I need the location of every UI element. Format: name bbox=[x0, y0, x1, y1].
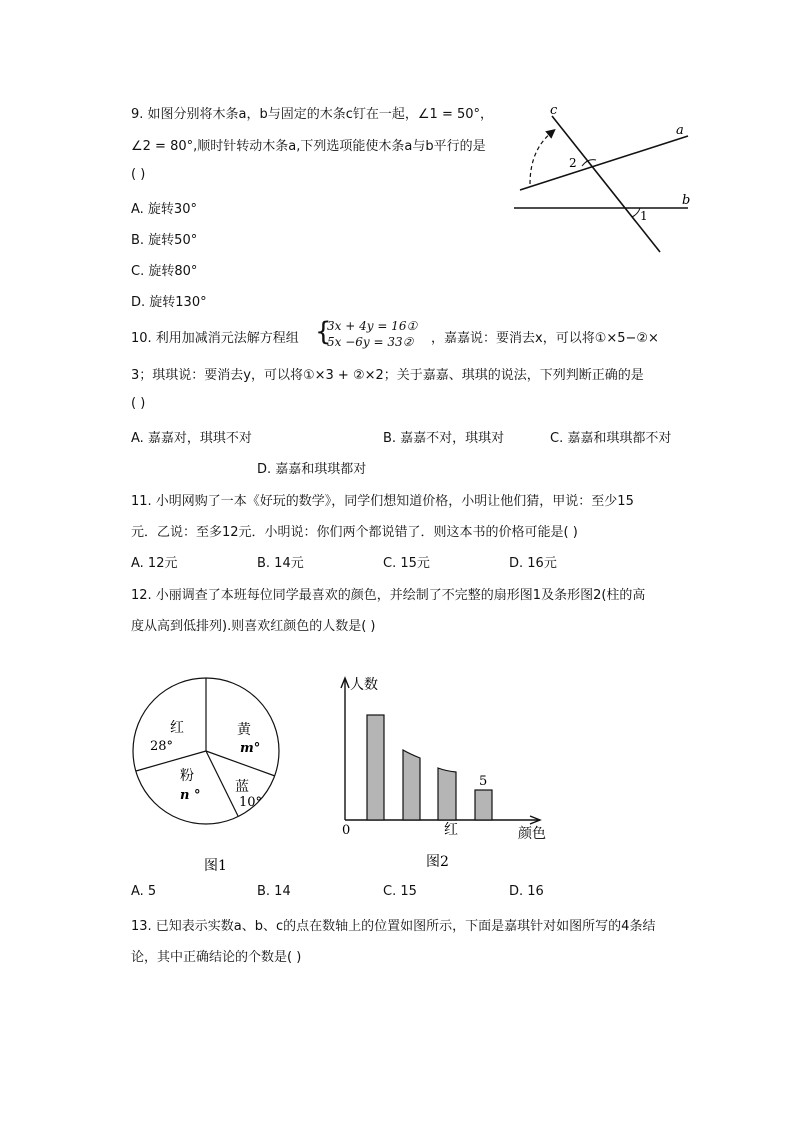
q10-prefix: 10. 利用加减消元法解方程组 bbox=[131, 331, 299, 346]
q12-pie-figure bbox=[128, 675, 288, 875]
bar-1 bbox=[367, 715, 384, 820]
q9-option-a[interactable]: A. 旋转30° bbox=[131, 202, 197, 217]
q11-option-a[interactable]: A. 12元 bbox=[131, 556, 178, 571]
bar-origin: 0 bbox=[342, 823, 351, 838]
q13-stem-line1: 13. 已知表示实数a、b、c的点在数轴上的位置如图所示，下面是嘉琪针对如图所写的4条结 bbox=[131, 919, 656, 934]
q10-paren: ( ) bbox=[131, 396, 146, 411]
q9-figure bbox=[508, 100, 708, 260]
q10-equation-2: 5x −6y = 33② bbox=[327, 335, 414, 349]
q9-option-d[interactable]: D. 旋转130° bbox=[131, 295, 207, 310]
q12-option-a[interactable]: A. 5 bbox=[131, 884, 157, 899]
q9-paren: ( ) bbox=[131, 167, 146, 182]
q12-option-d[interactable]: D. 16 bbox=[509, 884, 544, 899]
q10-line2: 3；琪琪说：要消去y，可以将①×3 + ②×2；关于嘉嘉、琪琪的说法，下列判断正确的是 bbox=[131, 368, 644, 383]
pie-divider-left bbox=[136, 751, 206, 771]
label-a: a bbox=[676, 123, 684, 138]
q11-option-d[interactable]: D. 16元 bbox=[509, 556, 557, 571]
q10-suffix: ，嘉嘉说：要消去x，可以将①×5−②× bbox=[431, 331, 659, 346]
q12-option-b[interactable]: B. 14 bbox=[257, 884, 291, 899]
pie-pink-label: 粉 bbox=[180, 768, 194, 784]
pie-red-label: 红 bbox=[170, 720, 184, 736]
bar-caption: 图2 bbox=[426, 854, 449, 870]
bar-3-torn bbox=[438, 768, 456, 820]
q11-stem-line2: 元．乙说：至多12元．小明说：你们两个都说错了．则这本书的价格可能是( ) bbox=[131, 525, 578, 540]
pie-blue-label: 蓝 bbox=[235, 779, 249, 795]
q9-option-b[interactable]: B. 旋转50° bbox=[131, 233, 198, 248]
q11-option-b[interactable]: B. 14元 bbox=[257, 556, 304, 571]
q12-stem-line1: 12. 小丽调查了本班每位同学最喜欢的颜色，并绘制了不完整的扇形图1及条形图2(柱的高 bbox=[131, 588, 646, 603]
label-c: c bbox=[550, 103, 558, 118]
q12-bar-figure bbox=[330, 672, 560, 872]
pie-pink-value: n ° bbox=[180, 788, 201, 803]
q10-equation-1: 3x + 4y = 16① bbox=[327, 319, 418, 333]
bar-ylabel: 人数 bbox=[350, 677, 378, 693]
bar-2-torn bbox=[403, 750, 420, 820]
q10-brace: { bbox=[315, 317, 332, 347]
q9-stem-line1: 9. 如图分别将木条a，b与固定的木条c钉在一起，∠1 = 50°， bbox=[131, 107, 494, 122]
q10-option-a[interactable]: A. 嘉嘉对，琪琪不对 bbox=[131, 431, 252, 446]
q10-option-c[interactable]: C. 嘉嘉和琪琪都不对 bbox=[550, 431, 672, 446]
pie-blue-value: 10° bbox=[239, 795, 263, 810]
q9-stem-line2: ∠2 = 80°,顺时针转动木条a,下列选项能使木条a与b平行的是 bbox=[131, 139, 486, 154]
q11-stem-line1: 11. 小明网购了一本《好玩的数学》，同学们想知道价格，小明让他们猜，甲说：至少15 bbox=[131, 494, 634, 509]
pie-caption: 图1 bbox=[204, 858, 227, 874]
pie-red-value: 28° bbox=[150, 739, 174, 754]
bar-red-label: 红 bbox=[444, 822, 458, 838]
q13-stem-line2: 论，其中正确结论的个数是( ) bbox=[131, 950, 302, 965]
q11-option-c[interactable]: C. 15元 bbox=[383, 556, 430, 571]
pie-yellow-value: m° bbox=[240, 741, 261, 756]
bar-4 bbox=[475, 790, 492, 820]
angle1-arc bbox=[632, 208, 640, 217]
bar-xlabel: 颜色 bbox=[518, 826, 546, 842]
label-2: 2 bbox=[569, 156, 577, 170]
rotation-arrow bbox=[530, 132, 552, 184]
q12-option-c[interactable]: C. 15 bbox=[383, 884, 417, 899]
q9-option-c[interactable]: C. 旋转80° bbox=[131, 264, 198, 279]
q10-option-b[interactable]: B. 嘉嘉不对，琪琪对 bbox=[383, 431, 505, 446]
label-1: 1 bbox=[640, 209, 648, 223]
label-b: b bbox=[682, 193, 691, 208]
q10-option-d[interactable]: D. 嘉嘉和琪琪都对 bbox=[257, 462, 367, 477]
q12-stem-line2: 度从高到低排列).则喜欢红颜色的人数是( ) bbox=[131, 619, 376, 634]
line-c bbox=[552, 116, 660, 252]
bar-value-label: 5 bbox=[479, 774, 488, 789]
pie-yellow-label: 黄 bbox=[237, 722, 251, 738]
